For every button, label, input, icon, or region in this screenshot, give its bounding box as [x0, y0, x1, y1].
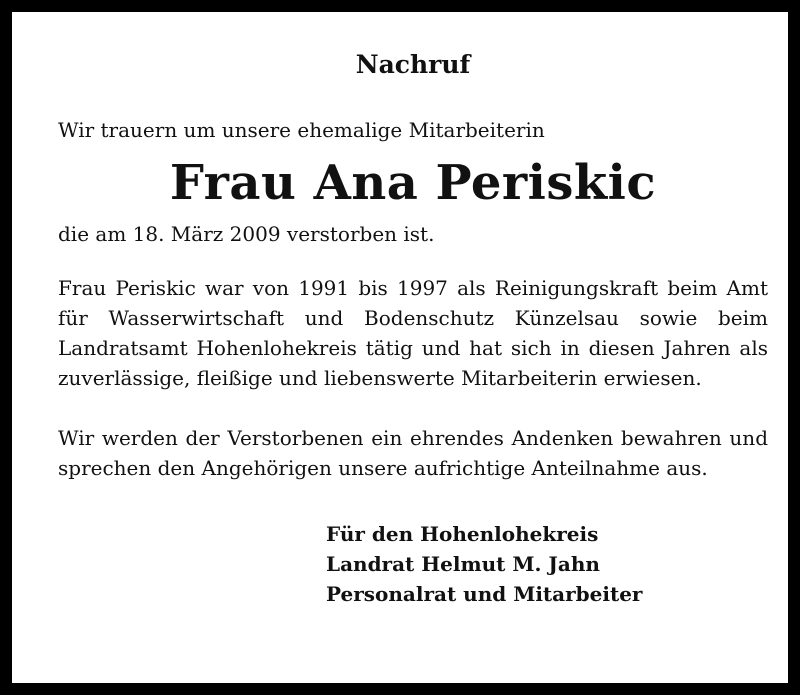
date-of-death-text: die am 18. März 2009 verstorben ist.	[58, 222, 435, 246]
biography-paragraph: Frau Periskic war von 1991 bis 1997 als Reinigungskraft beim Amt für Wasserwirtschaft und Bodenschutz Künzelsau sowie beim Landratsamt Hohenlohekreis tätig und hat sich in diesen Jahren als zuverlässige, fleißige und liebenswerte Mitarbeiterin erwiesen.	[58, 276, 768, 390]
intro-text: Wir trauern um unsere ehemalige Mitarbeiterin	[58, 118, 545, 142]
condolence-paragraph: Wir werden der Verstorbenen ein ehrendes Andenken bewahren und sprechen den Angehörigen unsere aufrichtige Anteilnahme aus.	[58, 426, 768, 480]
signature-block	[326, 519, 768, 609]
notice-heading: Nachruf	[355, 50, 471, 79]
signature-line-official: Landrat Helmut M. Jahn	[326, 552, 600, 576]
obituary-content	[58, 50, 768, 609]
signature-line-organization: Für den Hohenlohekreis	[326, 522, 599, 546]
signature-line-staff: Personalrat und Mitarbeiter	[326, 582, 643, 606]
deceased-name: Frau Ana Periskic	[169, 155, 657, 211]
